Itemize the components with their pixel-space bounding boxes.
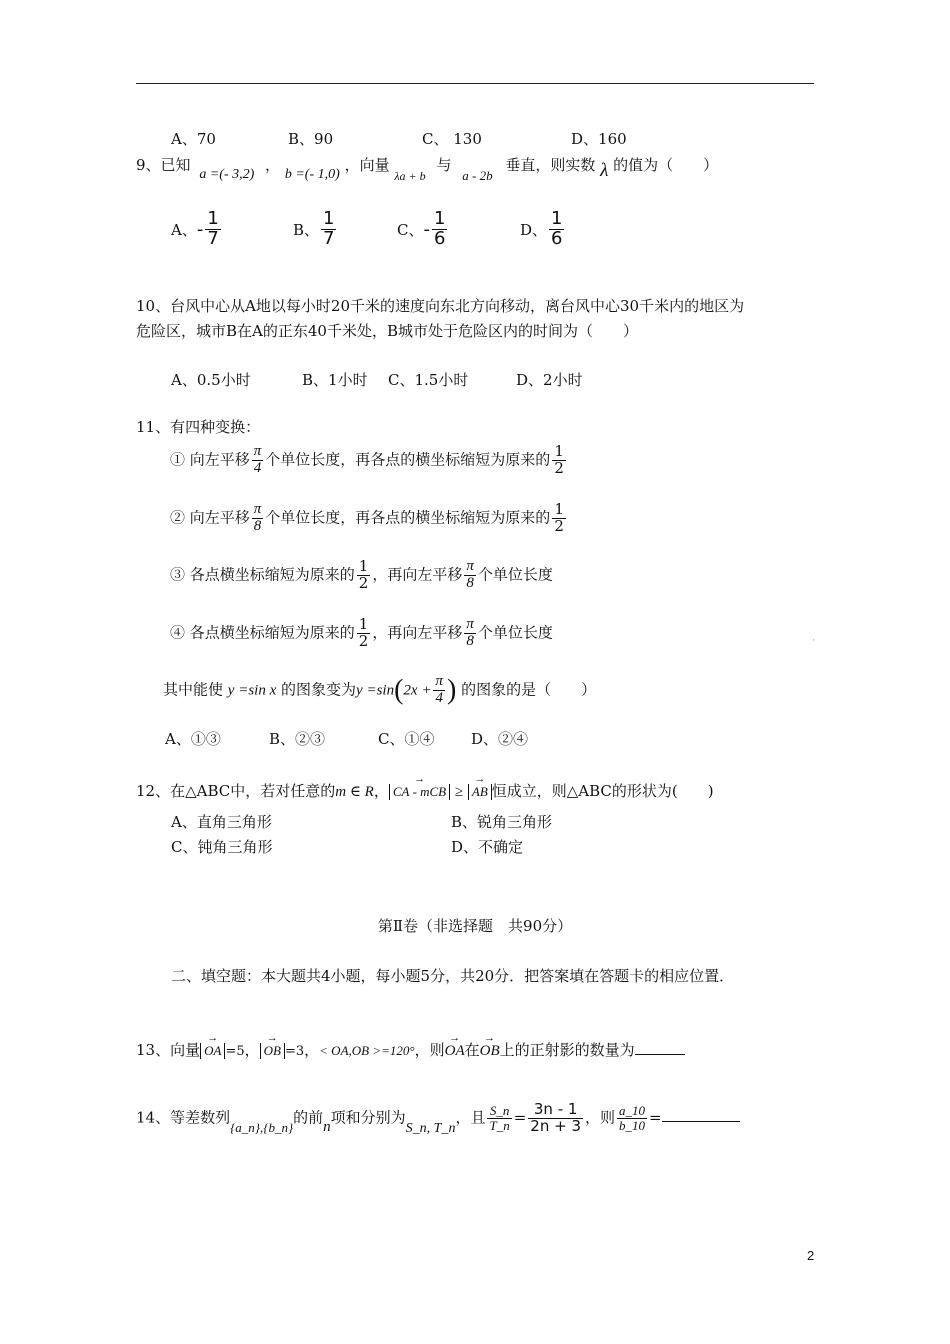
q11-item-2-mid: 个单位长度，再各点的横坐标缩短为原来的	[265, 508, 551, 527]
q9-vector-b: b =(- 1,0)	[284, 167, 340, 182]
q14-sums: S_n, T_n	[405, 1121, 456, 1137]
q14-text-4: ，则	[585, 1108, 616, 1127]
q12-stem	[136, 780, 714, 801]
q11-item-4-pre: ④ 各点横坐标缩短为原来的	[170, 623, 355, 642]
q9-text-2: 与	[436, 156, 452, 174]
q13-ob: → OB	[264, 1043, 281, 1059]
q13-text-1: ，则	[414, 1041, 445, 1059]
q9-option-a-label: A、	[171, 220, 197, 239]
q13-comma-2: ，	[304, 1041, 320, 1059]
q13-text-3: 上的正射影的数量为	[499, 1041, 635, 1059]
q11-item-4-f2den: 8	[466, 632, 474, 649]
q11-item-2-f2den: 2	[554, 516, 564, 535]
q14-left-den: T_n	[489, 1117, 510, 1133]
q9-vector-2: a - 2b	[462, 168, 493, 183]
q9-option-d-num: 1	[551, 208, 563, 229]
q9-option-c-sign: -	[423, 218, 430, 240]
q10-option-b: B、1小时	[302, 371, 368, 389]
q13-oa: → OA	[204, 1043, 221, 1059]
q14-n: n	[323, 1119, 331, 1136]
part2-instructions: 二、填空题：本大题共4小题，每小题5分，共20分．把答案填在答题卡的相应位置．	[171, 967, 735, 985]
q11-item-3	[170, 559, 553, 592]
q14-answer-blank[interactable]	[662, 1121, 740, 1122]
q12-option-b: B、锐角三角形	[451, 813, 553, 831]
q11-item-3-fnum: 1	[358, 557, 369, 575]
q11-item-4-mid: ，再向左平移	[372, 623, 463, 642]
q13-eq5: =5	[225, 1044, 245, 1059]
q8-option-d: D、160	[571, 130, 627, 148]
q9-option-a-den: 7	[207, 227, 219, 249]
q9-option-a	[171, 210, 223, 249]
q9-option-a-num: 1	[207, 208, 219, 229]
q9-option-b-den: 7	[323, 227, 335, 249]
q9-option-c	[397, 210, 449, 249]
q11-option-c: C、①④	[378, 730, 435, 748]
q13-answer-blank[interactable]	[635, 1054, 685, 1055]
q9-option-c-den: 6	[433, 227, 446, 249]
q12-option-d: D、不确定	[451, 838, 524, 856]
q14-left-num: S_n	[487, 1104, 511, 1119]
q11-item-4	[170, 617, 553, 650]
q9-text-4: 的值为（ ）	[613, 156, 719, 174]
q14-ratio-den: b_10	[619, 1117, 646, 1133]
q12-pre: 12、在△ABC中，若对任意的	[136, 782, 336, 800]
q9-option-b	[293, 210, 338, 249]
q12-post: 恒成立，则△ABC的形状为( )	[491, 782, 714, 800]
q13-pre: 13、向量	[136, 1041, 201, 1059]
q11-item-2-fden: 8	[253, 517, 262, 534]
q11-item-1-mid: 个单位长度，再各点的横坐标缩短为原来的	[265, 450, 551, 469]
q11-item-3-post: 个单位长度	[477, 565, 553, 584]
q13-ob-2: → OB	[480, 1043, 500, 1060]
q11-item-1-f2den: 2	[554, 458, 564, 477]
q11-option-b: B、②③	[269, 730, 326, 748]
q13-stem	[136, 1039, 685, 1060]
q12-separator: ，	[373, 782, 389, 800]
q9-vector-a: a =(- 3,2)	[199, 167, 255, 182]
q9-option-b-num: 1	[323, 208, 335, 229]
q9-text-3: 垂直，则实数	[505, 156, 596, 174]
q9-option-d-label: D、	[520, 220, 548, 239]
q13-text-2: 在	[464, 1041, 480, 1059]
q9-option-d-den: 6	[551, 227, 563, 249]
q9-option-a-sign: -	[196, 218, 204, 240]
part2-title: 第Ⅱ卷（非选择题 共90分）	[377, 917, 573, 935]
q11-ask-y2: y =sin	[356, 682, 395, 699]
q11-item-2-fnum: π	[253, 501, 262, 517]
q14-ratio-num: a_10	[619, 1103, 646, 1119]
q11-item-1-pre: ① 向左平移	[170, 450, 250, 469]
q12-option-a: A、直角三角形	[171, 813, 272, 831]
q11-item-2	[170, 502, 568, 535]
q12-condition: m ∈ R	[335, 784, 374, 800]
q10-line-2: 危险区，城市B在A的正东40千米处，B城市处于危险区内的时间为（ ）	[136, 322, 638, 340]
q11-item-3-fden: 2	[358, 573, 369, 592]
q14-text-1: 的前	[293, 1108, 324, 1127]
q12-expr-2: → AB	[472, 784, 488, 800]
q11-ask-mid: 的图象变为	[281, 680, 357, 699]
q9-text-1: ，向量	[344, 156, 390, 174]
q11-item-1-fnum: π	[253, 443, 262, 459]
q11-item-1-fden: 4	[253, 459, 262, 476]
q11-item-2-pre: ② 向左平移	[170, 508, 250, 527]
q10-option-a: A、0.5小时	[171, 371, 251, 389]
q11-item-4-fden: 2	[358, 631, 369, 650]
q11-ask: 其中能使 y =sin x 的图象变为y =sin(2x + $\frac{\pi}{4}$ ) 的图象的是（ ）	[163, 673, 597, 706]
q14-text-3: ，且	[455, 1108, 486, 1127]
q8-option-c: C、 130	[422, 130, 482, 148]
q14-right-num: 3n - 1	[528, 1102, 583, 1119]
q11-ask-y1: y =sin x	[227, 682, 277, 699]
q11-ask-pre: 其中能使	[163, 680, 224, 699]
q14-text-2: 项和分别为	[330, 1108, 406, 1127]
q11-item-3-f2num: π	[466, 558, 474, 574]
q13-comma-1: ，	[244, 1041, 260, 1059]
q9-lambda: λ	[600, 160, 609, 181]
q14-eq: =	[513, 1108, 527, 1127]
header-rule	[136, 83, 814, 84]
q14-stem	[136, 1102, 740, 1135]
q9-option-c-label: C、	[397, 220, 424, 239]
q9-option-d	[520, 210, 566, 249]
q8-option-a: A、70	[171, 130, 216, 148]
q11-item-2-f2num: 1	[554, 500, 564, 518]
q11-option-d: D、②④	[471, 730, 529, 748]
q9-option-c-num: 1	[433, 208, 446, 229]
q11-ask-arg: 2x +	[403, 682, 432, 699]
q11-item-3-f2den: 8	[466, 574, 474, 591]
q11-item-4-fnum: 1	[358, 615, 369, 633]
q13-angle: < OA,OB >=120°	[319, 1043, 415, 1058]
q11-item-1	[170, 444, 568, 477]
q13-eq3: =3	[284, 1044, 305, 1059]
q9-vector-1: λa + b	[394, 169, 426, 183]
q11-item-4-post: 个单位长度	[477, 623, 553, 642]
q11-ask-post: 的图象的是（ ）	[461, 680, 597, 699]
q11-title: 11、有四种变换：	[136, 418, 261, 436]
q11-item-3-pre: ③ 各点横坐标缩短为原来的	[170, 565, 355, 584]
q13-oa-2: → OA	[445, 1043, 465, 1060]
q14-sequences: {a_n},{b_n}	[230, 1120, 294, 1136]
q11-option-a: A、①③	[165, 730, 221, 748]
q11-item-3-mid: ，再向左平移	[372, 565, 463, 584]
q9-option-b-label: B、	[293, 220, 320, 239]
margin-dot: ·	[812, 636, 815, 646]
page-number: 2	[807, 1248, 815, 1263]
q10-option-c: C、1.5小时	[388, 371, 469, 389]
q10-line-1: 10、台风中心从A地以每小时20千米的速度向东北方向移动，离台风中心30千米内的地区为	[136, 297, 745, 315]
q11-item-4-f2num: π	[466, 616, 474, 632]
q11-item-1-f2num: 1	[554, 442, 564, 460]
q14-pre: 14、等差数列	[136, 1108, 231, 1127]
q11-ask-fden: 4	[435, 689, 443, 706]
q10-option-d: D、2小时	[516, 371, 583, 389]
q12-option-c: C、钝角三角形	[171, 838, 273, 856]
q12-ge-sign: ≥	[454, 784, 464, 800]
q14-eq-2: =	[649, 1108, 662, 1127]
q11-ask-fnum: π	[435, 673, 443, 689]
q8-option-b: B、90	[288, 130, 334, 148]
q12-expr-1: → CA - mCB	[393, 784, 446, 800]
q14-right-den: 2n + 3	[530, 1116, 581, 1135]
q9-stem: 9、已知 a =(- 3,2) ， b =(- 1,0) ，向量 $_{\lambda a + b}$ 与 a - 2b 垂直，则实数 λ 的值为（ ）	[136, 156, 719, 183]
q9-number: 9、已知	[136, 156, 191, 174]
